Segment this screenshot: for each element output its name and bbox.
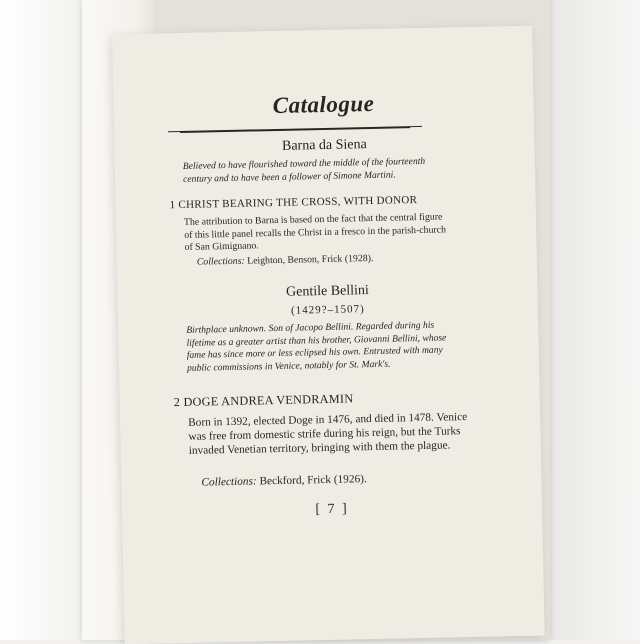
artist-name: Barna da Siena (281, 137, 367, 154)
page-title: Catalogue (272, 90, 375, 119)
artwork-title: 1 CHRIST BEARING THE CROSS, WITH DONOR (169, 194, 418, 212)
artist-bio: Believed to have flourished toward the middle of the fourteenth century and to have been a follower of Simone Martini. (182, 155, 426, 185)
page-number: [ 7 ] (315, 501, 349, 518)
artist-dates: (1429?–1507) (290, 303, 365, 317)
artist-name: Gentile Bellini (285, 283, 370, 300)
artwork-description: Born in 1392, elected Doge in 1476, and died in 1478. Venice was free from domestic strife during his reign, but the Turks invaded Venetian territory, bringing with them the plague. (188, 411, 468, 457)
artist-bio: Birthplace unknown. Son of Jacopo Bellini. Regarded during his lifetime as a greater artist than his brother, Giovanni Bellini, whose fame has since more or less eclipsed his own. Entrusted with many public commissions in Venice, notably for St. Mark's. (186, 319, 447, 374)
catalogue-page (112, 26, 545, 644)
title-rule (180, 126, 410, 133)
artwork-description: The attribution to Barna is based on the fact that the central figure of this little panel recalls the Christ in a fresco in the parish-church of San Gimignano. (183, 211, 447, 254)
backdrop-right (550, 0, 640, 640)
collections-value: Leighton, Benson, Frick (1928). (247, 252, 374, 267)
collections-label: Collections: (196, 255, 245, 268)
collections-value: Beckford, Frick (1926). (259, 473, 367, 488)
artwork-title: 2 DOGE ANDREA VENDRAMIN (173, 391, 354, 410)
collections-label: Collections: (201, 475, 257, 489)
backdrop-left (0, 0, 82, 640)
artwork-collections (201, 471, 471, 489)
